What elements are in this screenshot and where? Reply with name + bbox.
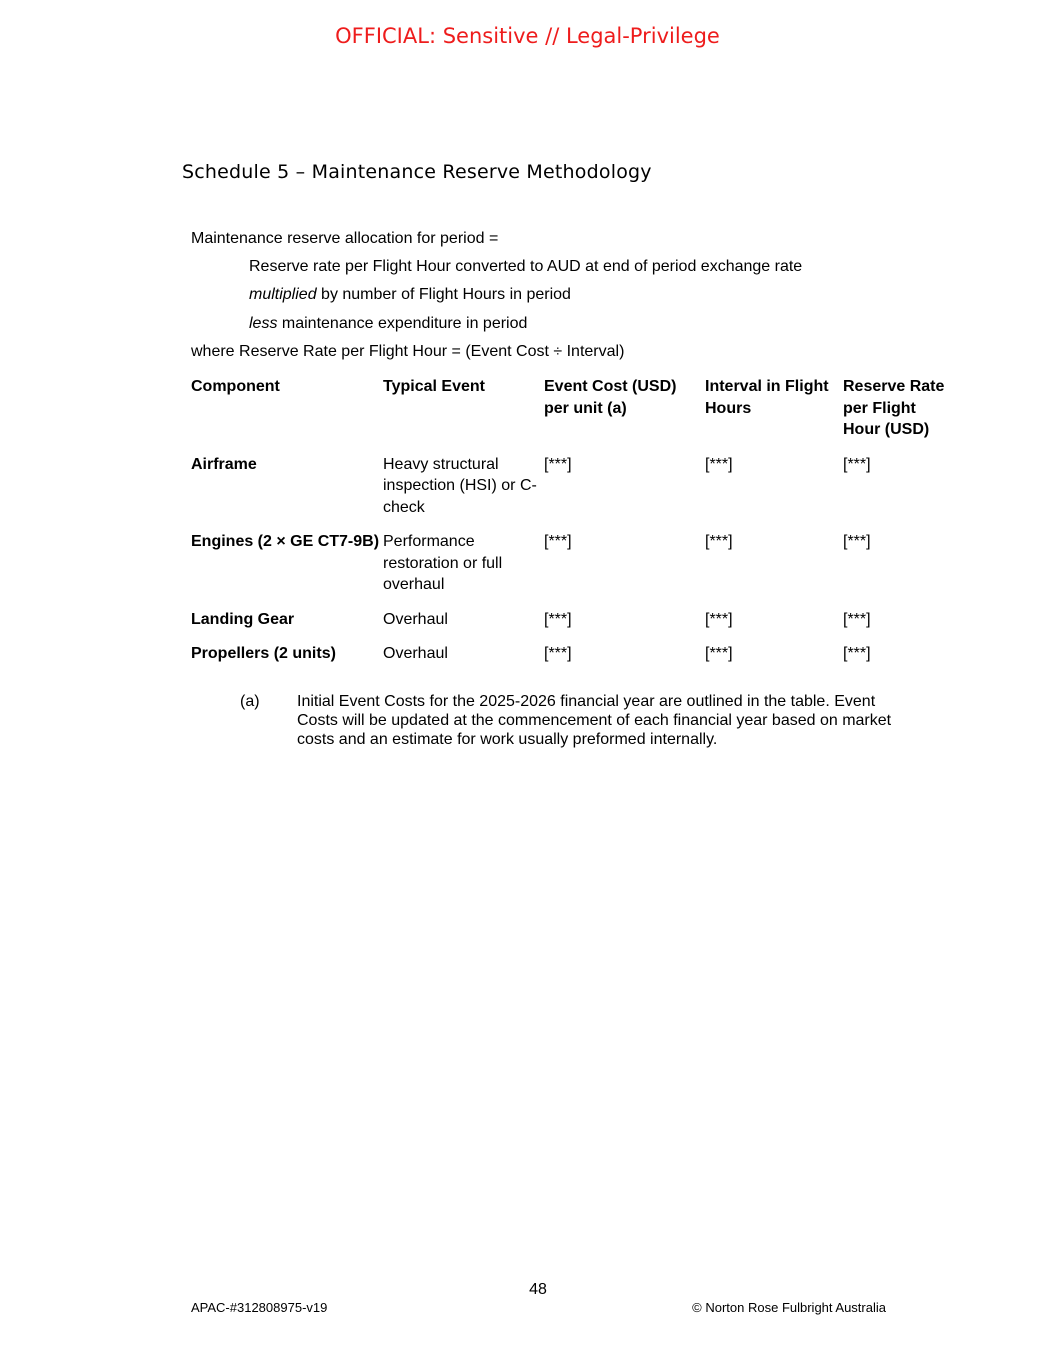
copyright-notice: © Norton Rose Fulbright Australia <box>692 1300 886 1315</box>
header-interval: Interval in Flight Hours <box>705 378 829 417</box>
header-typical-event: Typical Event <box>383 378 485 395</box>
less-word: less <box>249 314 278 332</box>
document-reference: APAC-#312808975-v19 <box>191 1300 328 1315</box>
maintenance-reserve-table <box>191 376 953 678</box>
row-reserve-rate: [***] <box>843 610 871 628</box>
table-header-row <box>191 376 953 454</box>
footnote-label: (a) <box>240 693 260 710</box>
classification-banner: OFFICIAL: Sensitive // Legal-Privilege <box>335 24 720 48</box>
row-interval: [***] <box>705 455 733 473</box>
row-interval: [***] <box>705 610 733 628</box>
row-reserve-rate: [***] <box>843 645 871 662</box>
row-component: Propellers (2 units) <box>191 645 336 662</box>
multiplied-rest: by number of Flight Hours in period <box>316 286 571 304</box>
row-typical-event: Performance restoration or full overhaul <box>383 533 503 593</box>
header-component: Component <box>191 378 280 395</box>
reserve-formula <box>191 228 951 369</box>
less-rest: maintenance expenditure in period <box>277 314 528 332</box>
footnote-a <box>240 692 900 749</box>
row-component: Engines (2 × GE CT7-9B) <box>191 533 380 550</box>
table-row <box>191 454 953 532</box>
row-typical-event: Heavy structural inspection (HSI) or C-check <box>383 455 537 516</box>
table-row <box>191 609 953 644</box>
row-component: Landing Gear <box>191 610 295 628</box>
formula-multiplied-line <box>191 284 951 312</box>
row-event-cost: [***] <box>544 610 572 628</box>
header-reserve-rate: Reserve Rate per Flight Hour (USD) <box>843 378 945 438</box>
formula-rate-line: Reserve rate per Flight Hour converted to AUD at end of period exchange rate <box>249 258 803 276</box>
row-reserve-rate: [***] <box>843 455 871 473</box>
row-typical-event: Overhaul <box>383 610 448 628</box>
formula-intro: Maintenance reserve allocation for period = <box>191 230 499 247</box>
multiplied-word: multiplied <box>249 286 317 304</box>
row-event-cost: [***] <box>544 455 572 473</box>
table-row <box>191 531 953 609</box>
row-component: Airframe <box>191 455 257 473</box>
row-interval: [***] <box>705 533 733 550</box>
schedule-title: Schedule 5 – Maintenance Reserve Methodology <box>182 161 652 183</box>
row-event-cost: [***] <box>544 645 572 662</box>
row-reserve-rate: [***] <box>843 533 871 550</box>
header-event-cost: Event Cost (USD) per unit (a) <box>544 378 677 417</box>
formula-less-line <box>191 313 951 341</box>
formula-where-line: where Reserve Rate per Flight Hour = (Event Cost ÷ Interval) <box>191 342 625 360</box>
row-interval: [***] <box>705 645 733 662</box>
row-event-cost: [***] <box>544 533 572 550</box>
table-row <box>191 643 953 678</box>
row-typical-event: Overhaul <box>383 645 448 662</box>
page-number: 48 <box>529 1281 547 1298</box>
footnote-text: Initial Event Costs for the 2025-2026 financial year are outlined in the table. Event Costs will be updated at the commencement of each financial year based on market costs and an estimate for work usually preformed internally. <box>297 693 892 748</box>
